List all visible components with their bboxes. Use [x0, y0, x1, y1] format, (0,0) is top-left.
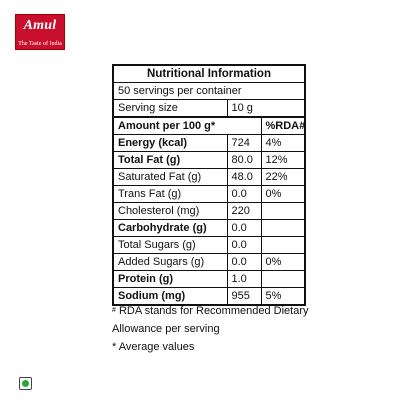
average-values-note: * Average values [112, 341, 195, 353]
nutrient-label: Sodium (mg) [113, 288, 227, 306]
servings-per-container: 50 servings per container [113, 83, 305, 100]
table-row [113, 203, 305, 220]
nutrition-table [112, 64, 306, 306]
nutrient-label: Carbohydrate (g) [113, 220, 227, 237]
table-row [113, 237, 305, 254]
serving-size-label: Serving size [113, 100, 227, 118]
nutrient-label: Total Fat (g) [113, 152, 227, 169]
nutrient-label: Saturated Fat (g) [113, 169, 227, 186]
nutrient-value: 724 [227, 135, 261, 152]
logo-brand-name: Amul [23, 18, 57, 33]
nutrient-rda: 0% [261, 254, 305, 271]
table-row [113, 271, 305, 288]
nutrient-value: 955 [227, 288, 261, 306]
nutrient-rda: 5% [261, 288, 305, 306]
rda-footnote-mark: # [112, 307, 116, 314]
nutrient-rda: 22% [261, 169, 305, 186]
nutrient-value: 0.0 [227, 220, 261, 237]
table-row [113, 152, 305, 169]
rda-header: %RDA# [261, 117, 305, 135]
nutrient-label: Trans Fat (g) [113, 186, 227, 203]
nutrient-value: 1.0 [227, 271, 261, 288]
nutrient-label: Total Sugars (g) [113, 237, 227, 254]
table-row [113, 254, 305, 271]
table-row [113, 135, 305, 152]
nutrient-value: 0.0 [227, 237, 261, 254]
amount-header-row [113, 117, 305, 135]
nutrient-rda [261, 220, 305, 237]
nutrient-rda [261, 237, 305, 254]
nutrient-label: Energy (kcal) [113, 135, 227, 152]
logo-tagline: The Taste of India [18, 41, 62, 47]
table-row [113, 186, 305, 203]
vegetarian-symbol-icon [19, 377, 32, 390]
table-title: Nutritional Information [113, 65, 305, 83]
serving-size-value: 10 g [227, 100, 305, 118]
nutrient-label: Cholesterol (mg) [113, 203, 227, 220]
nutrient-rda [261, 203, 305, 220]
nutrient-value: 220 [227, 203, 261, 220]
nutrient-value: 0.0 [227, 186, 261, 203]
table-row [113, 169, 305, 186]
rda-footnote-line1: RDA stands for Recommended Dietary [115, 305, 309, 317]
nutrient-value: 80.0 [227, 152, 261, 169]
table-row [113, 220, 305, 237]
nutrient-label: Protein (g) [113, 271, 227, 288]
nutrient-value: 0.0 [227, 254, 261, 271]
rda-footnote [112, 302, 312, 320]
nutrient-rda: 0% [261, 186, 305, 203]
nutrient-rda: 4% [261, 135, 305, 152]
nutrient-rda [261, 271, 305, 288]
serving-size-row [113, 100, 305, 118]
footnotes [112, 302, 312, 356]
rda-footnote-line2: Allowance per serving [112, 323, 220, 335]
amount-header-label: Amount per 100 g* [113, 117, 261, 135]
brand-logo [15, 14, 65, 50]
veg-dot [22, 380, 29, 387]
nutrient-rda: 12% [261, 152, 305, 169]
nutrient-value: 48.0 [227, 169, 261, 186]
nutrient-label: Added Sugars (g) [113, 254, 227, 271]
